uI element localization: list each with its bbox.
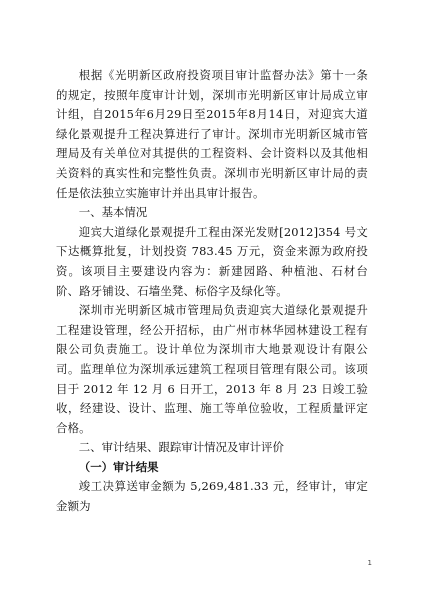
intro-paragraph: 根据《光明新区政府投资项目审计监督办法》第十一条的规定，按照年度审计计划，深圳市光明新区审计局成立审计组，自2015年6月29日至2015年8月14日，对迎宾大道绿化景观提升工程决算进行了审计。深圳市光明新区城市管理局及有关单位对其提供的工程资料、会计资料以及其他相关资料的真实性和完整性负责。深圳市光明新区审计局的责任是依法独立实施审计并出具审计报告。 [56, 68, 368, 200]
basic-info-paragraph-1: 迎宾大道绿化景观提升工程由深光发财[2012]354 号文下达概算批复，计划投资 783.45 万元，资金来源为政府投资。该项目主要建设内容为：新建园路、种植池、石材台阶、路牙铺设、石墙坐凳、标俗字及绿化等。 [56, 224, 368, 298]
audit-result-paragraph: 竣工决算送审金额为 5,269,481.33 元，经审计，审定金额为 [56, 479, 368, 514]
section-heading-audit-results: 二、审计结果、跟踪审计情况及审计评价 [78, 440, 284, 455]
subsection-heading-audit-result: （一）审计结果 [78, 459, 159, 474]
page-number: 1 [367, 559, 372, 567]
basic-info-paragraph-2: 深圳市光明新区城市管理局负责迎宾大道绿化景观提升工程建设管理，经公开招标，由广州市林华园林建设工程有限公司负责施工。设计单位为深圳市大地景观设计有限公司。监理单位为深圳承远建筑工程项目管理有限公司。该项目于 2012 年 12 月 6 日开工，2013 年 8 月 23 日竣工验收，经建设、设计、监理、施工等单位验收，工程质量评定合格。 [56, 303, 368, 435]
section-heading-basic-info: 一、基本情况 [78, 205, 148, 220]
